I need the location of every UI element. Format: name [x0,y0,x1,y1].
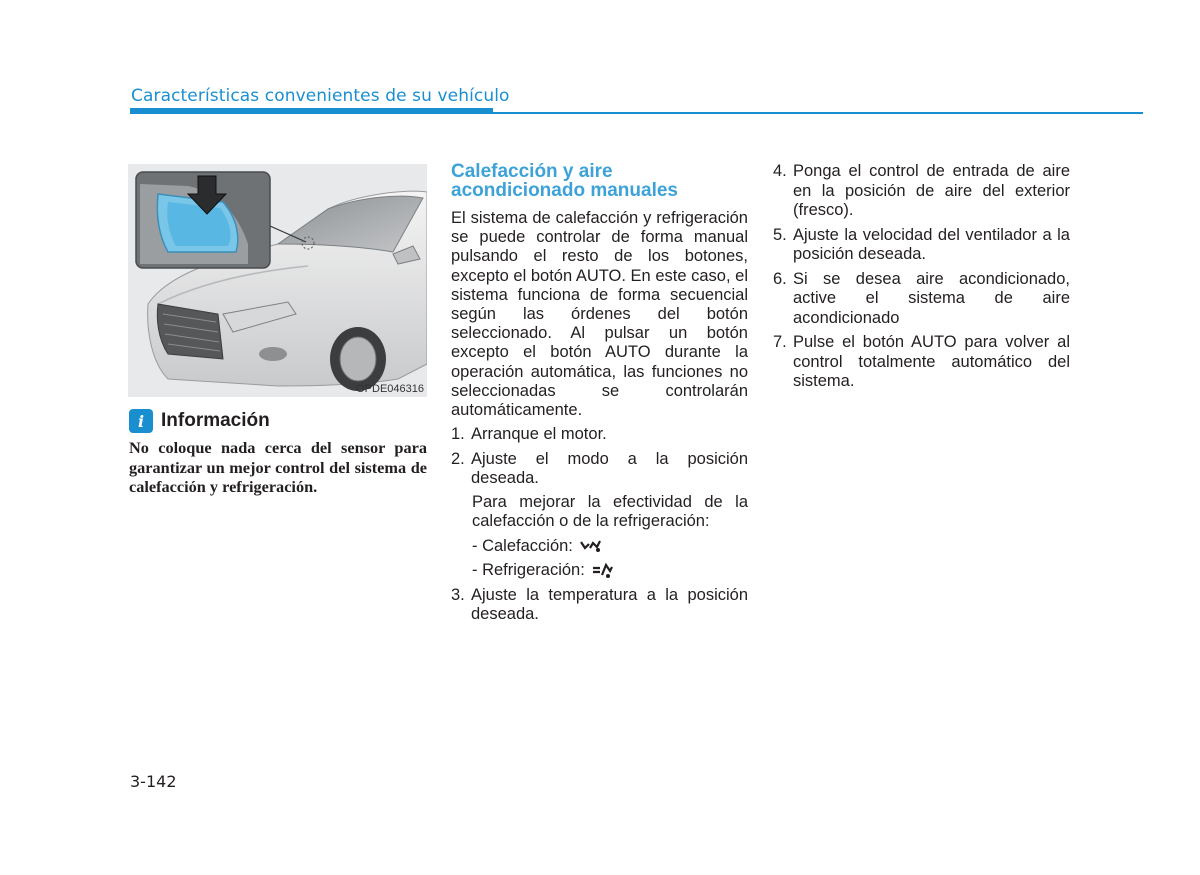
section-title [451,162,748,200]
cooling-mode-row [451,561,748,581]
cooling-label: - Refrigeración: [472,561,585,580]
steps-column [773,162,1070,392]
face-vent-icon [591,563,613,579]
list-item [773,270,1070,329]
list-item-number: 1. [451,425,465,444]
info-text: No coloque nada cerca del sensor para garantizar un mejor control del sistema de calefacción y refrigeración. [129,438,427,496]
list-item [451,425,748,445]
heating-mode-row [451,537,748,557]
page-number: 3-142 [130,772,177,791]
car-illustration [128,164,427,397]
list-item-text: Ajuste el modo a la posición deseada. [471,449,748,488]
section-title-line2: acondicionado manuales [451,180,678,201]
list-item [451,586,748,625]
list-item-number: 6. [773,269,787,288]
section-title-line1: Calefacción y aire [451,161,613,182]
list-item-text: Ajuste la velocidad del ventilador a la posición deseada. [793,225,1070,263]
info-title: Información [161,410,270,431]
floor-vent-icon [579,539,601,553]
list-item-text: Ajuste la temperatura a la posición deseada. [471,585,748,624]
list-item-text: Si se desea aire acondicionado, active el sistema de aire acondicionado [793,269,1070,327]
list-item-number: 7. [773,333,787,351]
list-item-number: 2. [451,449,465,468]
manual-section-column [451,162,748,625]
list-item-number: 5. [773,225,787,244]
heating-label: - Calefacción: [472,536,573,555]
list-item-text: Pulse el botón AUTO para volver al control totalmente automático del sistema. [793,333,1070,390]
list-item [773,162,1070,221]
info-icon: i [129,409,153,433]
list-item [773,226,1070,265]
list-item-number: 4. [773,162,787,180]
figure-code: OPDE046316 [356,383,424,395]
list-item-text: Ponga el control de entrada de aire en la posición de aire del exterior (fresco). [793,162,1070,219]
list-item [773,333,1070,392]
list-item-text: Arranque el motor. [471,425,607,444]
car-sensor-illustration [128,164,427,397]
list-item [451,450,748,489]
list-item-number: 3. [451,585,465,604]
header-rule [130,112,1143,114]
intro-paragraph: El sistema de calefacción y refrigeración se puede controlar de forma manual pulsando el resto de los botones, excepto el botón AUTO. En este caso, el sistema funciona de forma secuencial según las órdenes del botón seleccionado. Al pulsar un botón excepto el botón AUTO durante la operación automática, las funciones no seleccionadas se controlarán automáticamente. [451,209,748,420]
info-note [129,409,427,497]
step2-note: Para mejorar la efectividad de la calefacción o de la refrigeración: [472,492,748,531]
header-section-title: Características convenientes de su vehículo [131,86,510,106]
